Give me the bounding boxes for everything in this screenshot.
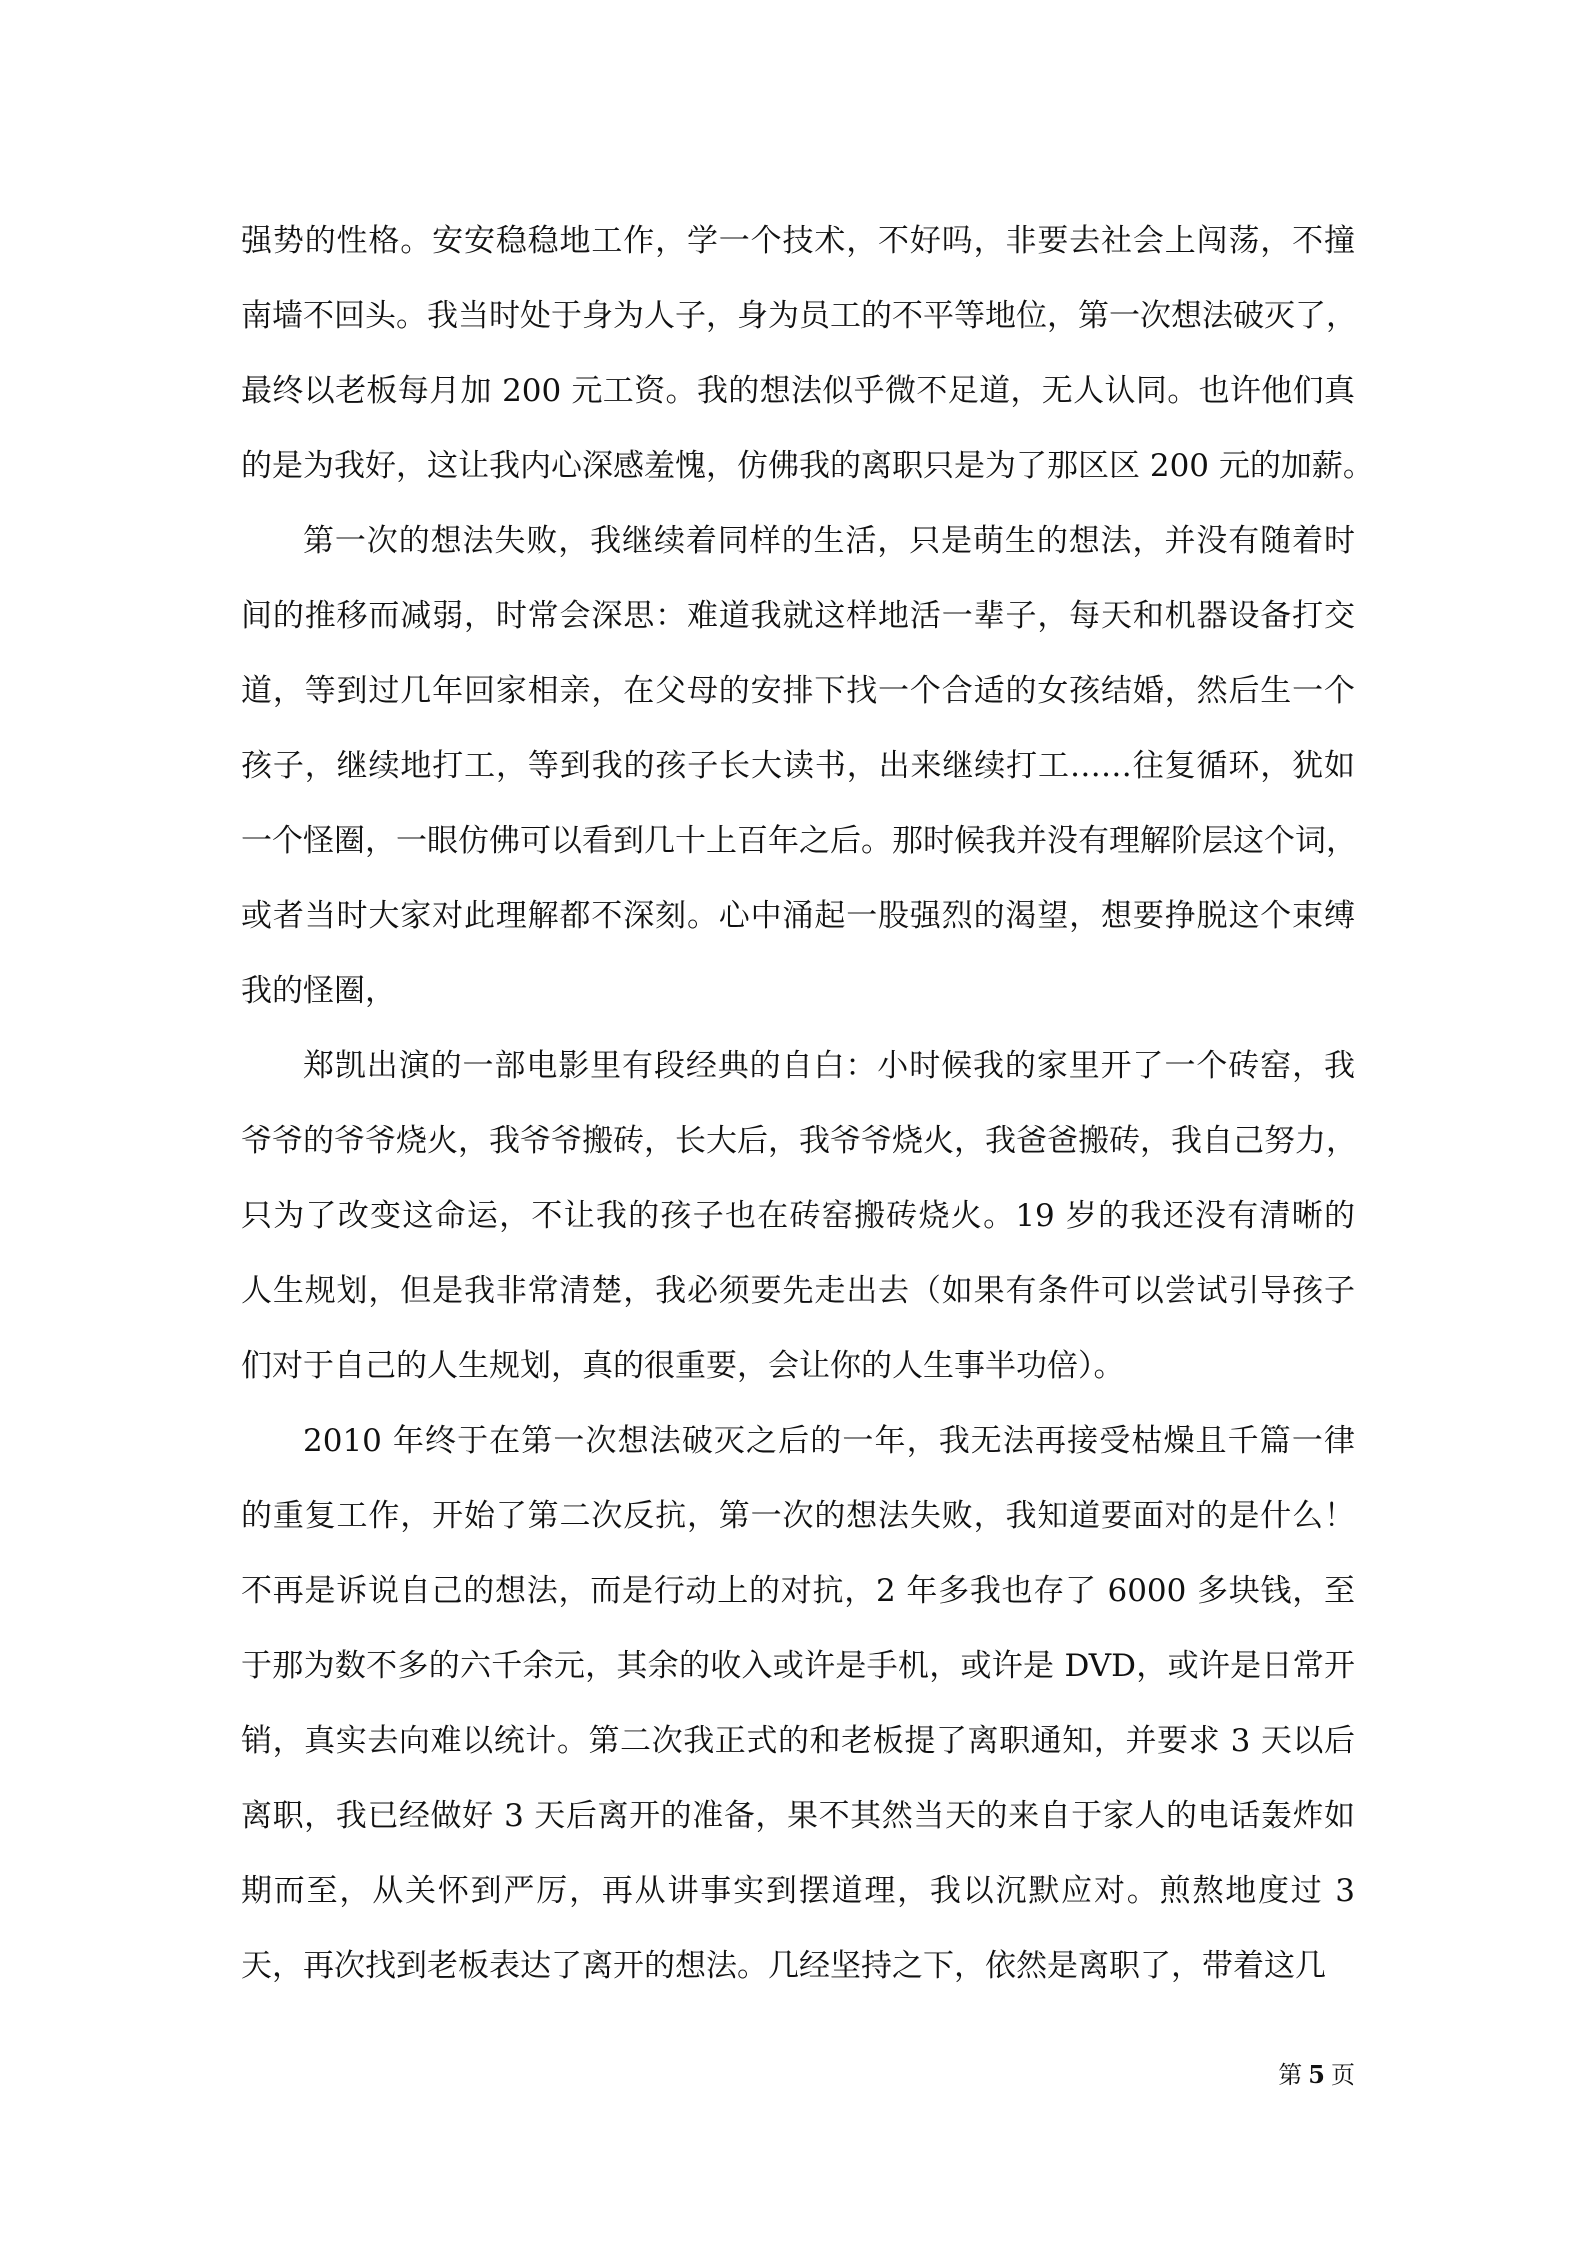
text-line: 的重复工作，开始了第二次反抗，第一次的想法失败，我知道要面对的是什么！: [241, 1498, 1355, 1534]
text-line: 郑凯出演的一部电影里有段经典的自白：小时候我的家里开了一个砖窑，我: [303, 1048, 1355, 1084]
paragraph: [241, 504, 1355, 1029]
text-line: 南墙不回头。我当时处于身为人子，身为员工的不平等地位，第一次想法破灭了，: [241, 298, 1357, 334]
text-line: 离职，我已经做好 3 天后离开的准备，果不其然当天的来自于家人的电话轰炸如: [241, 1798, 1355, 1834]
page-number-prefix: 第: [1278, 2061, 1303, 2089]
page-number: 5: [1308, 2060, 1325, 2089]
text-line: 的是为我好，这让我内心深感羞愧，仿佛我的离职只是为了那区区 200 元的加薪。: [241, 448, 1374, 484]
page-footer: [1255, 2055, 1355, 2090]
text-line: 最终以老板每月加 200 元工资。我的想法似乎微不足道，无人认同。也许他们真: [241, 373, 1355, 409]
text-line: 们对于自己的人生规划，真的很重要，会让你的人生事半功倍）。: [241, 1348, 1125, 1384]
text-line: 只为了改变这命运，不让我的孩子也在砖窑搬砖烧火。19 岁的我还没有清晰的: [241, 1198, 1355, 1234]
text-line: 爷爷的爷爷烧火，我爷爷搬砖，长大后，我爷爷烧火，我爸爸搬砖，我自己努力，: [241, 1123, 1357, 1159]
paragraph: [241, 204, 1374, 504]
paragraph: [241, 1404, 1355, 2004]
text-line: 不再是诉说自己的想法，而是行动上的对抗，2 年多我也存了 6000 多块钱，至: [241, 1573, 1355, 1609]
text-line: 间的推移而减弱，时常会深思：难道我就这样地活一辈子，每天和机器设备打交: [241, 598, 1355, 634]
text-line: 或者当时大家对此理解都不深刻。心中涌起一股强烈的渴望，想要挣脱这个束缚: [241, 898, 1355, 934]
text-line: 人生规划，但是我非常清楚，我必须要先走出去（如果有条件可以尝试引导孩子: [241, 1273, 1355, 1309]
text-line: 第一次的想法失败，我继续着同样的生活，只是萌生的想法，并没有随着时: [303, 523, 1355, 559]
text-line: 于那为数不多的六千余元，其余的收入或许是手机，或许是 DVD，或许是日常开: [241, 1648, 1355, 1684]
text-line: 天，再次找到老板表达了离开的想法。几经坚持之下，依然是离职了，带着这几: [241, 1948, 1326, 1984]
text-line: 孩子，继续地打工，等到我的孩子长大读书，出来继续打工……往复循环，犹如: [241, 748, 1355, 784]
text-line: 2010 年终于在第一次想法破灭之后的一年，我无法再接受枯燥且千篇一律: [303, 1423, 1355, 1459]
body-text: [241, 204, 1374, 2004]
text-line: 道，等到过几年回家相亲，在父母的安排下找一个合适的女孩结婚，然后生一个: [241, 673, 1355, 709]
page-number-suffix: 页: [1331, 2061, 1355, 2089]
text-line: 销，真实去向难以统计。第二次我正式的和老板提了离职通知，并要求 3 天以后: [241, 1723, 1355, 1759]
text-line: 强势的性格。安安稳稳地工作，学一个技术，不好吗，非要去社会上闯荡，不撞: [241, 223, 1355, 259]
text-line: 我的怪圈，: [241, 973, 396, 1009]
paragraph: [241, 1029, 1355, 1404]
text-line: 期而至，从关怀到严厉，再从讲事实到摆道理，我以沉默应对。煎熬地度过 3: [241, 1873, 1355, 1909]
text-line: 一个怪圈，一眼仿佛可以看到几十上百年之后。那时候我并没有理解阶层这个词，: [241, 823, 1357, 859]
